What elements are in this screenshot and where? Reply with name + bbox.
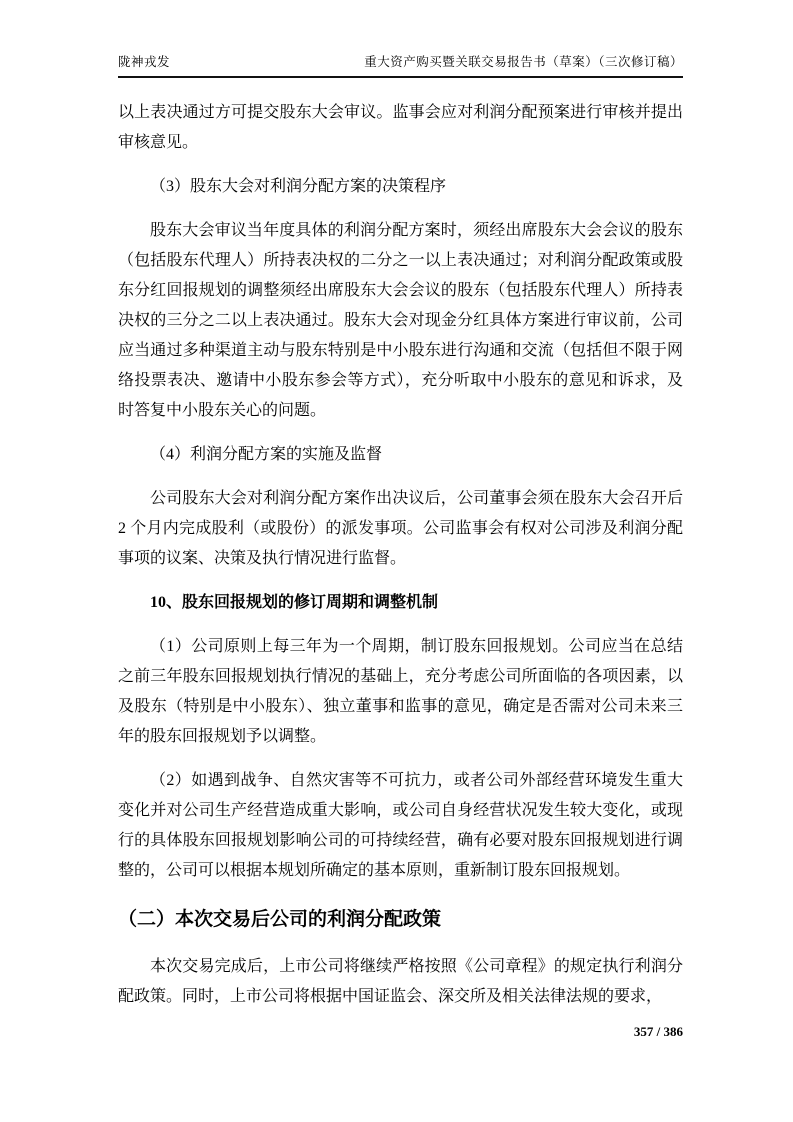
- paragraph: 公司股东大会对利润分配方案作出决议后，公司董事会须在股东大会召开后 2 个月内完成股利（或股份）的派发事项。公司监事会有权对公司涉及利润分配事项的议案、决策及执行情况进行监督。: [118, 490, 683, 567]
- numbered-heading: 10、股东回报规划的修订周期和调整机制: [150, 594, 439, 611]
- footer-page-number: 357 / 386: [633, 1024, 683, 1039]
- sub-heading: （3）股东大会对利润分配方案的决策程序: [150, 178, 447, 195]
- paragraph: 本次交易完成后，上市公司将继续严格按照《公司章程》的规定执行利润分配政策。同时，上市公司将根据中国证监会、深交所及相关法律法规的要求，: [118, 958, 683, 1005]
- paragraph-continuation: 以上表决通过方可提交股东大会审议。监事会应对利润分配预案进行审核并提出审核意见。: [118, 104, 683, 151]
- header-company-name: 陇神戎发: [118, 55, 171, 69]
- paragraph: （2）如遇到战争、自然灾害等不可抗力，或者公司外部经营环境发生重大变化并对公司生产经营造成重大影响，或公司自身经营状况发生较大变化，或现行的具体股东回报规划影响公司的可持续经营，确有必要对股东回报规划进行调整的，公司可以根据本规划所确定的基本原则，重新制订股东回报规划。: [118, 772, 683, 879]
- header-report-title: 重大资产购买暨关联交易报告书（草案）（三次修订稿）: [364, 55, 683, 69]
- document-body: [118, 78, 683, 1012]
- sub-heading: （4）利润分配方案的实施及监督: [150, 446, 383, 463]
- section-heading: （二）本次交易后公司的利润分配政策: [118, 909, 442, 930]
- paragraph: 股东大会审议当年度具体的利润分配方案时，须经出席股东大会会议的股东（包括股东代理人）所持表决权的二分之一以上表决通过；对利润分配政策或股东分红回报规划的调整须经出席股东大会会议的股东（包括股东代理人）所持表决权的三分之二以上表决通过。股东大会对现金分红具体方案进行审议前，公司应当通过多种渠道主动与股东特别是中小股东进行沟通和交流（包括但不限于网络投票表决、邀请中小股东参会等方式），充分听取中小股东的意见和诉求，及时答复中小股东关心的问题。: [118, 222, 683, 419]
- paragraph: （1）公司原则上每三年为一个周期，制订股东回报规划。公司应当在总结之前三年股东回报规划执行情况的基础上，充分考虑公司所面临的各项因素，以及股东（特别是中小股东）、独立董事和监事的意见，确定是否需对公司未来三年的股东回报规划予以调整。: [118, 638, 683, 745]
- page-header: [118, 54, 683, 78]
